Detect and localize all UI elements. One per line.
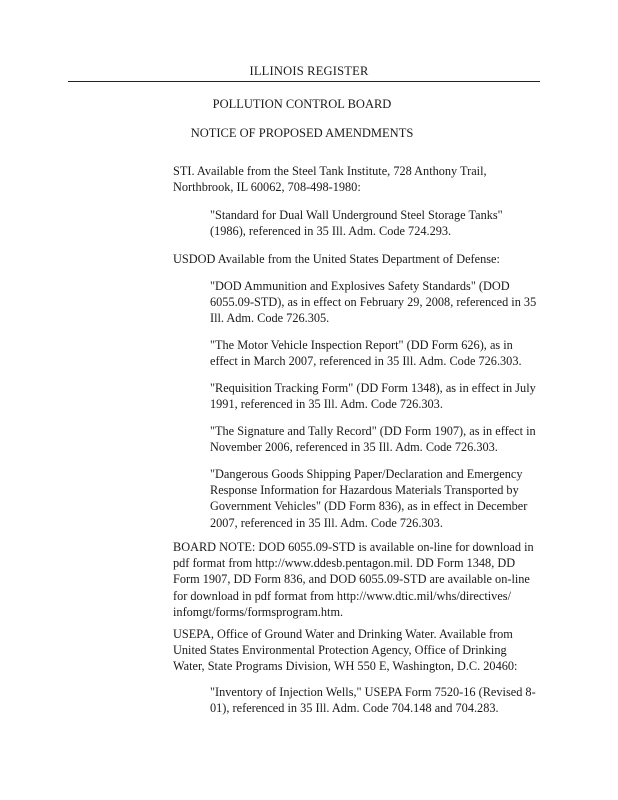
usdod-item-line: 6055.09-STD), as in effect on February 29, 2008, referenced in 35 — [210, 295, 537, 310]
board-note-line: infomgt/forms/formsprogram.htm. — [173, 604, 344, 619]
sti-standard-line: "Standard for Dual Wall Underground Steel Storage Tanks" — [210, 208, 503, 222]
usepa-paragraph — [173, 626, 543, 675]
usepa-line: Water, State Programs Division, WH 550 E, Washington, D.C. 20460: — [173, 659, 518, 674]
usdod-item — [210, 423, 544, 455]
board-note-line: Form 1907, DD Form 836, and DOD 6055.09-STD are available on-line — [173, 572, 530, 587]
usdod-item-line: Ill. Adm. Code 726.305. — [210, 311, 330, 326]
usdod-item — [210, 380, 544, 412]
usdod-item — [210, 337, 544, 369]
usdod-item-line: 1991, referenced in 35 Ill. Adm. Code 726.303. — [210, 397, 443, 412]
usdod-item-line: "Requisition Tracking Form" (DD Form 1348), as in effect in July — [210, 381, 536, 395]
sti-paragraph — [173, 163, 543, 195]
usdod-item-line: "Dangerous Goods Shipping Paper/Declaration and Emergency — [210, 467, 523, 481]
usdod-item-line: November 2006, referenced in 35 Ill. Adm. Code 726.303. — [210, 440, 498, 455]
notice-title: NOTICE OF PROPOSED AMENDMENTS — [190, 126, 414, 140]
usepa-item-line: 01), referenced in 35 Ill. Adm. Code 704.148 and 704.283. — [210, 701, 499, 716]
usdod-item-line: effect in March 2007, referenced in 35 Ill. Adm. Code 726.303. — [210, 354, 522, 369]
usdod-item-line: "The Signature and Tally Record" (DD Form 1907), as in effect in — [210, 424, 536, 438]
usdod-item-line: Response Information for Hazardous Materials Transported by — [210, 483, 519, 498]
board-note-line: BOARD NOTE: DOD 6055.09-STD is available on-line for download in — [173, 540, 534, 554]
usdod-intro — [173, 251, 543, 267]
sti-standard — [210, 207, 544, 239]
board-note-line: for download in pdf format from http://www.dtic.mil/whs/directives/ — [173, 588, 511, 603]
sti-line: STI. Available from the Steel Tank Institute, 728 Anthony Trail, — [173, 164, 487, 178]
usepa-line: United States Environmental Protection Agency, Office of Drinking — [173, 643, 507, 658]
sti-standard-line: (1986), referenced in 35 Ill. Adm. Code 724.293. — [210, 224, 452, 239]
usepa-item-line: "Inventory of Injection Wells," USEPA Form 7520-16 (Revised 8- — [210, 685, 536, 699]
usdod-item-line: "The Motor Vehicle Inspection Report" (DD Form 626), as in — [210, 338, 513, 352]
usdod-item-line: Government Vehicles" (DD Form 836), as in effect in December — [210, 499, 528, 514]
header-rule — [68, 81, 540, 82]
sti-line: Northbrook, IL 60062, 708-498-1980: — [173, 180, 361, 195]
usdod-item — [210, 278, 544, 327]
board-note — [173, 539, 543, 620]
usdod-intro-line: USDOD Available from the United States Department of Defense: — [173, 252, 500, 266]
register-title: ILLINOIS REGISTER — [249, 64, 369, 78]
board-title: POLLUTION CONTROL BOARD — [212, 97, 392, 111]
usdod-item-line: "DOD Ammunition and Explosives Safety Standards" (DOD — [210, 279, 510, 293]
usepa-line: USEPA, Office of Ground Water and Drinking Water. Available from — [173, 627, 513, 641]
usdod-item-line: 2007, referenced in 35 Ill. Adm. Code 726.303. — [210, 515, 443, 530]
board-note-line: pdf format from http://www.ddesb.pentagon.mil. DD Form 1348, DD — [173, 556, 516, 571]
usdod-item — [210, 466, 544, 531]
usepa-item — [210, 684, 544, 716]
